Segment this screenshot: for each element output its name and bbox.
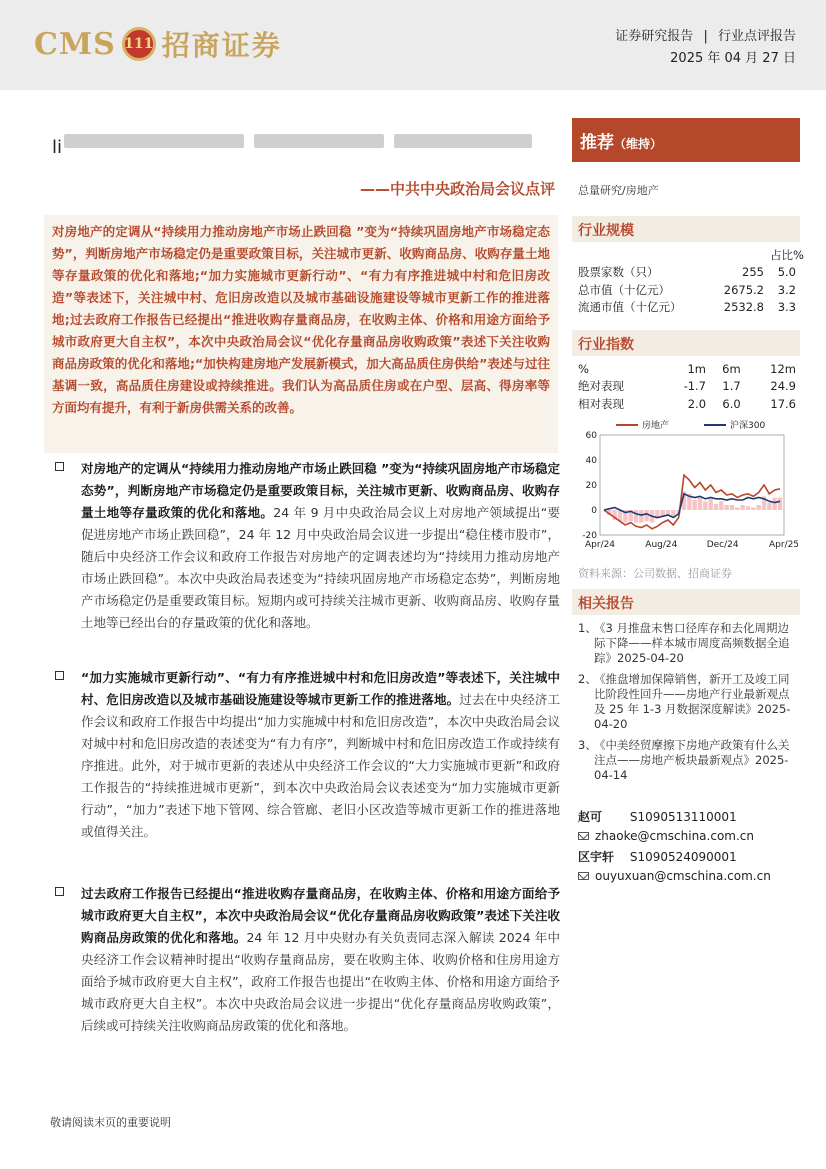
header-separator: | [703,29,708,44]
excess-bar [714,503,718,509]
cell: 2532.8 [723,300,764,315]
cell: 6.0 [722,396,741,411]
cell: 6m [722,361,741,376]
email-text: zhaoke@cmschina.com.cn [595,829,754,843]
excess-bar [730,505,734,510]
header-meta [615,26,796,70]
report-date: 2025 年 04 月 27 日 [670,51,796,66]
cell: 5.0 [777,265,796,280]
logo-cn: 招商证券 [161,29,282,62]
x-tick-label: Aug/24 [645,539,678,550]
sidebar [572,118,804,783]
excess-bar [708,497,712,510]
cell: 3.3 [777,300,796,315]
related-report-3[interactable] [572,738,800,783]
footer-note: 敬请阅读末页的重要说明 [50,1116,171,1129]
legend-label-property: 房地产 [642,420,670,431]
scale-header-pct: 占比% [770,247,804,262]
excess-bar [644,510,648,521]
bullet-square-icon [55,462,64,471]
bullet-3-bold: 过去政府工作报告已经提出“推进收购存量商品房，在收购主体、价格和用途方面给予城市政府更大自主权”，本次中央政治局会议“优化存量商品房收购政策”表述下关注收购商品房政策的优化和落地。 [81,886,560,945]
cell: 12m [770,361,796,376]
legend-label-csi300: 沪深300 [730,420,766,431]
report-title: 《3 月推盘末售口径库存和去化周期边际下降——样本城市周度高频数据全追踪》2025-04-20 [594,620,790,665]
related-report-2[interactable] [572,672,800,732]
cell: 17.6 [770,396,796,411]
rating-note: （维持） [614,137,663,151]
report-num: 2、 [578,671,597,686]
rating-box [572,118,800,162]
report-num: 3、 [578,737,597,752]
index-chart [572,417,798,563]
excess-bar [778,497,782,510]
bullet-1 [55,458,560,634]
y-tick-label: -20 [582,530,597,541]
cell: -1.7 [683,379,707,394]
cms-logo [34,22,282,66]
analyst-1 [578,808,737,825]
email-text: ouyuxuan@cmschina.com.cn [595,869,771,883]
bullet-3 [55,883,560,1037]
report-subtitle: ——中共中央政治局会议点评 [359,180,555,198]
excess-bar [719,501,723,510]
cell: 3.2 [777,282,796,297]
analyst-2 [578,848,737,865]
cell: 1m [687,361,707,376]
bullet-1-bold: 对房地产的定调从“持续用力推动房地产市场止跌回稳 ”变为“持续巩固房地产市场稳定态势”，判断房地产市场稳定仍是重要政策目标，关注城市更新、收购商品房、收购存量土地等存量政策的优化和落地。 [81,461,560,520]
table-row [578,281,804,299]
report-title: 《中美经贸摩擦下房地产政策有什么关注点——房地产板块最新观点》2025-04-14 [594,737,790,782]
index-heading: 行业指数 [572,330,800,356]
cell: 1.7 [722,379,741,394]
table-row [578,264,804,282]
title-cursor: li [52,137,63,158]
cell: 255 [742,265,764,280]
analyst-id: S1090513110001 [629,810,737,824]
chart-source: 资料来源：公司数据、招商证券 [578,566,732,580]
logo-en: CMS [34,26,116,62]
excess-bar [756,505,760,510]
analyst-name: 区宇轩 [578,850,615,864]
excess-bar [746,506,750,510]
cell: 24.9 [770,379,796,394]
bullet-1-text: 24 年 9 月中央政治局会议上对房地产领域提出“要促进房地产市场止跌回稳”，24 年 12 月中央政治局会议进一步提出“稳住楼市股市”，随后中央经济工作会议和政府工作报告对房地产的定调表述均为“持续用力推动房地产市场止跌回稳”。本次中央政治局表述变为“持续巩固房地产市场稳定态势”，判断房地产市场稳定仍是重要政策目标。短期内或可持续关注城市更新、收购商品房、收购存量土地等已经出台的存量政策的优化和落地。 [81,505,560,630]
cell: 绝对表现 [578,379,624,394]
report-type: 证券研究报告 [615,29,694,44]
table-row [578,360,804,378]
blurred-title [64,134,534,152]
y-tick-label: 0 [591,505,597,516]
index-chart-svg [572,417,798,563]
analyst-name: 赵可 [578,810,603,824]
related-heading: 相关报告 [572,589,800,615]
bullet-2-bold: “加力实施城市更新行动”、“有力有序推进城中村和危旧房改造”等表述下，关注城中村、危旧房改造以及城市基础设施建设等城市更新工作的推进落地。 [81,670,560,707]
cell: 股票家数（只） [578,265,659,280]
x-tick-label: Apr/24 [584,539,616,550]
bullet-2-text: 过去在中央经济工作会议和政府工作报告中均提出“加力实施城中村和危旧房改造”，本次中央政治局会议对城中村和危旧房改造的表述变为“有力有序”，判断城中村和危旧房改造工作或持续有序推进。此外，对于城市更新的表述从中央经济工作会议的“大力实施城市更新”和政府工作报告的“持续推进城市更新”，到本次中央政治局会议表述变为“加力实施城市更新行动”，“加力”表述下地下管网、综合管廊、老旧小区改造等城市更新工作的推进落地或值得关注。 [81,692,560,839]
excess-bar [767,502,771,510]
x-tick-label: Dec/24 [706,539,739,550]
report-title: 《推盘增加保障销售，新开工及竣工同比阶段性回升——房地产行业最新观点及 25 年 1-3 月数据深度解读》2025-04-20 [594,671,791,731]
analyst-2-email[interactable] [578,869,771,883]
y-tick-label: 40 [585,455,597,466]
excess-bar [634,510,638,523]
excess-bar [692,500,696,510]
report-subtype: 行业点评报告 [717,29,796,44]
table-row [578,246,804,264]
analyst-1-email[interactable] [578,829,754,843]
y-tick-label: 20 [585,480,597,491]
x-tick-label: Apr/25 [768,539,798,550]
logo-medal-icon: 111 [122,27,156,61]
table-row [578,378,804,396]
rating-label: 推荐 [580,133,614,153]
cell: 2675.2 [723,282,764,297]
cell: 流通市值（十亿元） [578,300,682,315]
table-row [578,395,804,413]
excess-bar [639,510,643,523]
header-band [0,0,826,90]
category: 总量研究/房地产 [578,184,659,197]
scale-table [578,246,804,316]
envelope-icon [578,872,589,880]
report-num: 1、 [578,620,597,635]
related-report-1[interactable] [572,621,800,666]
cell: 相对表现 [578,396,624,411]
related-reports [572,621,800,783]
excess-bar [740,505,744,510]
bullet-3-text: 24 年 12 月中央财办有关负责同志深入解读 2024 年中央经济工作会议精神时提出“收购存量商品房，要在收购主体、收购价格和住房用途方面给予城市政府更大自主权”，政府工作报告也提出“在收购主体、价格和用途方面给予城市政府更大自主权”。本次中央政治局会议进一步提出“优化存量商品房收购政策”，后续或可持续关注收购商品房政策的优化和落地。 [81,930,560,1033]
scale-heading: 行业规模 [572,216,800,242]
cell: 2.0 [687,396,707,411]
cell: % [578,361,589,376]
cell: 总市值（十亿元） [578,282,670,297]
bullet-square-icon [55,671,64,680]
y-tick-label: 60 [585,430,597,441]
table-row [578,299,804,317]
excess-bar [724,505,728,510]
index-table [578,360,804,413]
abstract-box: 对房地产的定调从“持续用力推动房地产市场止跌回稳 ”变为“持续巩固房地产市场稳定态势”，判断房地产市场稳定仍是重要政策目标，关注城市更新、收购商品房、收购存量土地等存量政策的优化和落地;“加力实施城市更新行动”、“有力有序推进城中村和危旧房改造”等表述下，关注城中村、危旧房改造以及城市基础设施建设等城市更新工作的推进落地;过去政府工作报告已经提出“推进收购存量商品房，在收购主体、价格和用途方面给予城市政府更大自主权”，本次中央政治局会议“优化存量商品房收购政策”表述下关注收购商品房政策的优化和落地;“加快构建房地产发展新模式，加大高品质住房供给”表述与过往基调一致，高品质住房建设或持续推进。我们认为高品质住房或在户型、层高、得房率等方面均有提升，有利于新房供需关系的改善。 [44,215,558,453]
excess-bar [751,507,755,510]
excess-bar [772,497,776,510]
bullet-square-icon [55,887,64,896]
envelope-icon [578,832,589,840]
analyst-id: S1090524090001 [629,850,737,864]
excess-bar [735,507,739,510]
bullet-2 [55,667,560,843]
excess-bar [703,501,707,510]
excess-bar [698,496,702,510]
